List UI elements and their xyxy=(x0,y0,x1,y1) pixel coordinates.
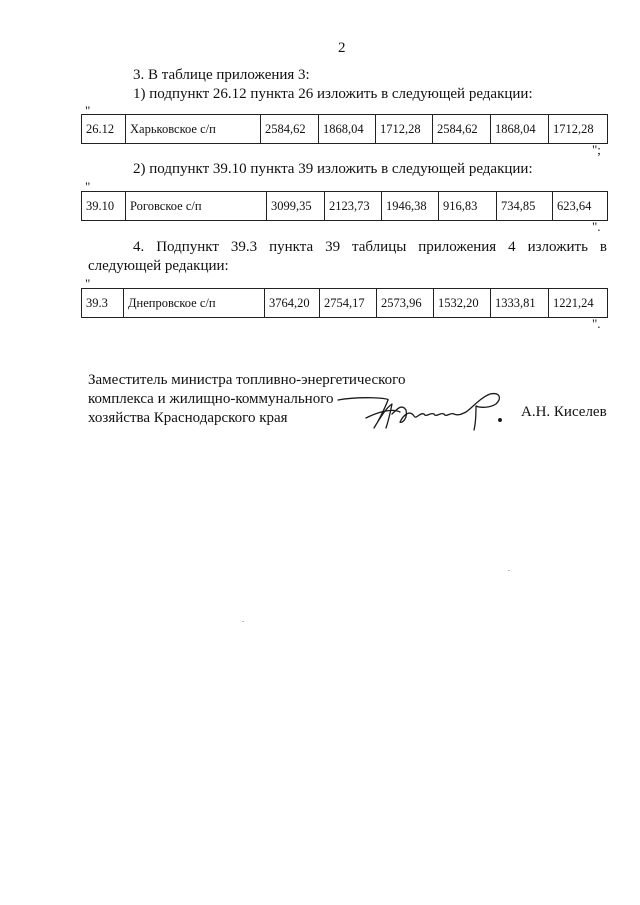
cell-value: 1868,04 xyxy=(319,115,376,144)
cell-value: 2584,62 xyxy=(433,115,491,144)
cell-value: 1221,24 xyxy=(549,289,608,318)
cell-value: 1946,38 xyxy=(382,192,439,221)
cell-value: 916,83 xyxy=(439,192,497,221)
close-quote-2: ". xyxy=(592,219,601,234)
table-row-26-12 xyxy=(81,114,608,144)
table-row xyxy=(82,289,608,318)
signatory-title-line-2: комплекса и жилищно-коммунального xyxy=(88,391,334,407)
table-row-39-3 xyxy=(81,288,608,318)
cell-value: 1712,28 xyxy=(549,115,608,144)
cell-value: 2584,62 xyxy=(261,115,319,144)
cell-value: 734,85 xyxy=(497,192,553,221)
cell-value: 623,64 xyxy=(553,192,608,221)
signatory-title-line-3: хозяйства Краснодарского края xyxy=(88,410,288,426)
cell-value: 2573,96 xyxy=(377,289,434,318)
signatory-name: А.Н. Киселев xyxy=(521,404,607,420)
cell-settlement: Харьковское с/п xyxy=(126,115,261,144)
cell-value: 2123,73 xyxy=(325,192,382,221)
open-quote-1: " xyxy=(85,103,91,118)
cell-value: 1868,04 xyxy=(491,115,549,144)
handwritten-signature xyxy=(330,378,510,438)
cell-settlement: Роговское с/п xyxy=(126,192,267,221)
item-3-heading: 3. В таблице приложения 3: xyxy=(133,67,310,83)
cell-value: 3764,20 xyxy=(265,289,320,318)
cell-code: 26.12 xyxy=(82,115,126,144)
item-4-line-1: 4. Подпункт 39.3 пункта 39 таблицы приложения 4 изложить в xyxy=(133,239,607,255)
cell-code: 39.3 xyxy=(82,289,124,318)
cell-value: 1712,28 xyxy=(376,115,433,144)
cell-value: 3099,35 xyxy=(267,192,325,221)
open-quote-2: " xyxy=(85,179,91,194)
cell-code: 39.10 xyxy=(82,192,126,221)
cell-settlement: Днепровское с/п xyxy=(124,289,265,318)
scan-speck xyxy=(242,621,244,622)
item-4-line-2: следующей редакции: xyxy=(88,258,229,274)
cell-value: 1333,81 xyxy=(491,289,549,318)
page-number: 2 xyxy=(338,40,346,56)
table-row xyxy=(82,192,608,221)
scan-speck xyxy=(508,570,510,571)
open-quote-3: " xyxy=(85,276,91,291)
table-row xyxy=(82,115,608,144)
subitem-1-text: 1) подпункт 26.12 пункта 26 изложить в следующей редакции: xyxy=(133,86,533,102)
close-quote-1: "; xyxy=(592,142,601,157)
signatory-title-line-1: Заместитель министра топливно-энергетического xyxy=(88,372,406,388)
close-quote-3: ". xyxy=(592,316,601,331)
cell-value: 2754,17 xyxy=(320,289,377,318)
subitem-2-text: 2) подпункт 39.10 пункта 39 изложить в следующей редакции: xyxy=(133,161,533,177)
table-row-39-10 xyxy=(81,191,608,221)
cell-value: 1532,20 xyxy=(434,289,491,318)
